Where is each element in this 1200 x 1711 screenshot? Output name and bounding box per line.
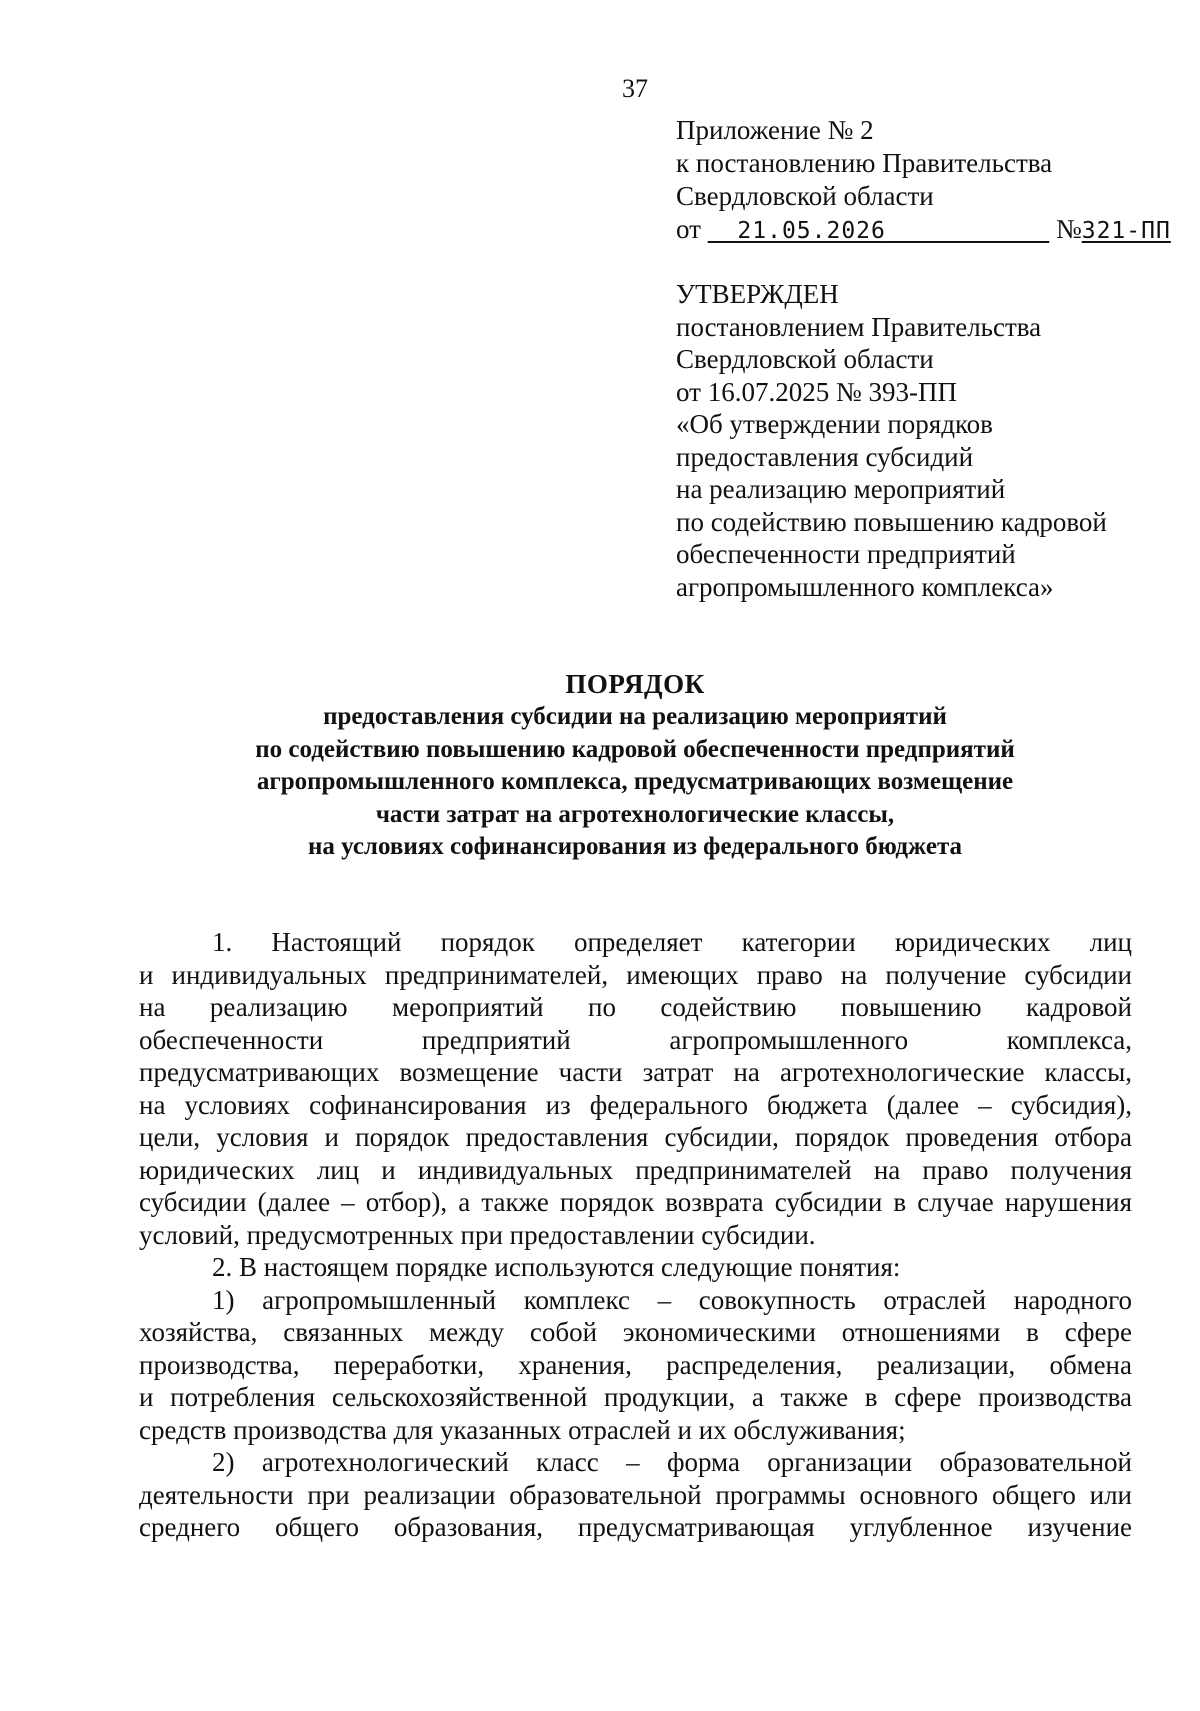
definition-1-line: и потребления сельскохозяйственной продукции, а также в сфере производства [139,1382,1132,1412]
paragraph-1-line: субсидии (далее – отбор), а также порядок возврата субсидии в случае нарушения [139,1187,1132,1217]
paragraph-1-line: 1. Настоящий порядок определяет категории юридических лиц [212,927,1132,957]
paragraph-1-line: и индивидуальных предпринимателей, имеющих право на получение субсидии [139,959,1132,990]
appendix-title: Приложение № 2 [676,115,874,145]
title-line: части затрат на агротехнологические классы, [375,800,895,828]
appendix-region: Свердловской области [676,181,934,211]
definition-2-line: деятельности при реализации образовательной программы основного общего или [139,1479,1132,1510]
approval-line: постановлением Правительства [676,311,1042,342]
approval-line: предоставления субсидий [676,441,974,472]
approval-line: «Об утверждении порядков [676,409,993,439]
paragraph-1-line: обеспеченности предприятий агропромышленного комплекса, [139,1024,1132,1055]
definition-1-line: производства, переработки, хранения, распределения, реализации, обмена [139,1349,1132,1380]
paragraph-1-line: на реализацию мероприятий по содействию повышению кадровой [139,992,1132,1022]
paragraph-1-line: юридических лиц и индивидуальных предпринимателей на право получения [139,1154,1132,1185]
definition-2-line: 2) агротехнологический класс – форма организации образовательной [212,1447,1132,1477]
appendix-reference: к постановлению Правительства [676,148,1053,178]
page-number: 37 [622,74,648,103]
approval-line: по содействию повышению кадровой [676,506,1107,537]
decree-date: 21.05.2026 [737,218,886,244]
approval-line: Свердловской области [676,344,934,374]
paragraph-1-line: на условиях софинансирования из федерального бюджета (далее – субсидия), [139,1089,1132,1120]
definition-1-line: хозяйства, связанных между собой экономическими отношениями в сфере [139,1317,1132,1347]
title-line: по содействию повышению кадровой обеспеченности предприятий [255,735,1015,763]
definition-1-line: средств производства для указанных отраслей и их обслуживания; [139,1414,906,1445]
decree-number: 321-ПП [1081,218,1171,244]
definition-2-line: среднего общего образования, предусматривающая углубленное изучение [139,1512,1132,1542]
title-line: на условиях софинансирования из федерального бюджета [307,833,963,860]
paragraph-2-line: 2. В настоящем порядке используются следующие понятия: [212,1252,901,1282]
paragraph-1-line: условий, предусмотренных при предоставлении субсидии. [139,1219,816,1250]
approval-line: на реализацию мероприятий [676,474,1006,504]
approval-line: агропромышленного комплекса» [676,571,1054,602]
document-title [120,667,1150,864]
appendix-date-line [676,213,1171,248]
body-text [139,926,1132,1544]
definition-1-line: 1) агропромышленный комплекс – совокупность отраслей народного [212,1284,1132,1315]
title-main: ПОРЯДОК [565,669,705,699]
paragraph-1-line: предусматривающих возмещение части затрат на агротехнологические классы, [139,1057,1132,1087]
appendix-header [676,114,1171,248]
approval-line: обеспеченности предприятий [676,539,1016,569]
title-line: агропромышленного комплекса, предусматривающих возмещение [256,768,1014,795]
paragraph-1-line: цели, условия и порядок предоставления субсидии, порядок проведения отбора [139,1122,1132,1152]
approval-line: УТВЕРЖДЕН [676,279,839,309]
date-prefix: от [676,214,708,244]
approval-block [676,278,1107,603]
title-line: предоставления субсидии на реализацию мероприятий [323,703,947,730]
number-prefix: № [1055,214,1082,244]
approval-line: от 16.07.2025 № 393-ПП [676,376,957,407]
